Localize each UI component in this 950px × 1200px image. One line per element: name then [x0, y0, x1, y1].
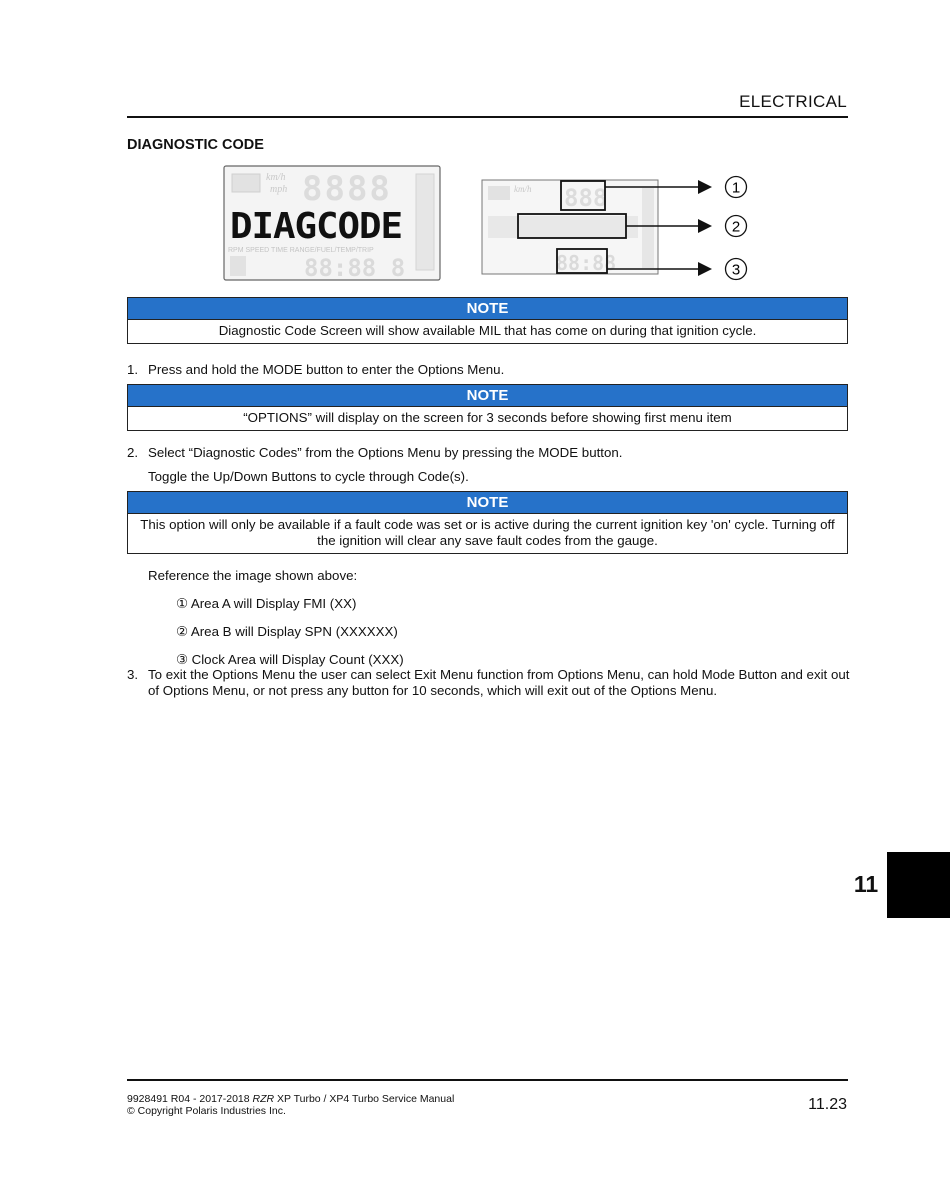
footer-doc-prefix: 9928491 R04 - 2017-2018 [127, 1093, 253, 1105]
header-rule [127, 116, 848, 118]
lcd-diagram-figure [220, 160, 760, 286]
lcd-display-left [224, 166, 440, 282]
chapter-tab-number: 11 [853, 871, 879, 897]
note-box-3 [127, 491, 848, 554]
footer-copyright: © Copyright Polaris Industries Inc. [127, 1105, 286, 1117]
lcd-bottom-digits: 88:88 8 [304, 254, 406, 282]
step-3 [127, 667, 852, 699]
footer-doc-suffix: XP Turbo / XP4 Turbo Service Manual [274, 1093, 455, 1105]
step-text: Select “Diagnostic Codes” from the Options Menu by pressing the MODE button. [148, 445, 623, 460]
lcd-display-right [482, 180, 658, 275]
page-title: DIAGNOSTIC CODE [127, 137, 264, 153]
callout-number-3: 3 [731, 261, 741, 279]
callout-numbers [726, 177, 747, 280]
area-item-3: ③ Clock Area will Display Count (XXX) [176, 652, 404, 667]
lcd-main-text: DIAGCODE [230, 206, 402, 247]
reference-text: Reference the image shown above: [148, 568, 358, 583]
lcd-unit-kmh: km/h [266, 172, 286, 183]
area-item-2: ② Area B will Display SPN (XXXXXX) [176, 624, 398, 639]
chapter-tab [887, 852, 950, 918]
note-text: “OPTIONS” will display on the screen for 3 seconds before showing first menu item [243, 410, 732, 425]
area-item-1: ① Area A will Display FMI (XX) [176, 596, 357, 611]
step-2-toggle-text: Toggle the Up/Down Buttons to cycle through Code(s). [148, 469, 469, 484]
step-text: Press and hold the MODE button to enter the Options Menu. [148, 362, 505, 377]
lcd-right-bottom-digits: 88:88 [556, 251, 617, 275]
note-text: This option will only be available if a fault code was set or is active during the current ignition key 'on' cycle. Turning off the ignition will clear any save fault codes from the gauge. [140, 517, 835, 548]
step-text: To exit the Options Menu the user can select Exit Menu function from Options Menu, can hold Mode Button and exit out of Options Menu, or not press any button for 10 seconds, which will exit out of the Options Menu. [148, 667, 850, 698]
step-number: 3. [127, 667, 139, 682]
callout-number-1: 1 [731, 179, 741, 197]
lcd-unit-mph: mph [270, 184, 288, 195]
footer-rule [127, 1079, 848, 1081]
lcd-label-strip: RPM SPEED TIME RANGE/FUEL/TEMP/TRIP [228, 247, 374, 254]
footer-doc-title [127, 1093, 454, 1105]
page-number: 11.23 [808, 1096, 847, 1113]
header-section-title: ELECTRICAL [739, 92, 847, 111]
step-2 [127, 445, 622, 461]
note-heading: NOTE [128, 385, 847, 407]
footer-doc-info [127, 1093, 454, 1117]
callout-number-2: 2 [731, 218, 741, 236]
lcd-right-top-digits: 888 [564, 184, 608, 212]
note-box-2 [127, 384, 848, 431]
note-text: Diagnostic Code Screen will show available MIL that has come on during that ignition cycle. [218, 323, 757, 338]
note-heading: NOTE [128, 492, 847, 514]
note-heading: NOTE [128, 298, 847, 320]
note-box-1 [127, 297, 848, 344]
footer-doc-model: RZR [252, 1093, 275, 1105]
lcd-right-unit: km/h [514, 184, 532, 194]
step-number: 1. [127, 362, 139, 377]
lcd-top-digits: 8888 [302, 169, 392, 209]
step-1 [127, 362, 504, 378]
step-number: 2. [127, 445, 139, 460]
